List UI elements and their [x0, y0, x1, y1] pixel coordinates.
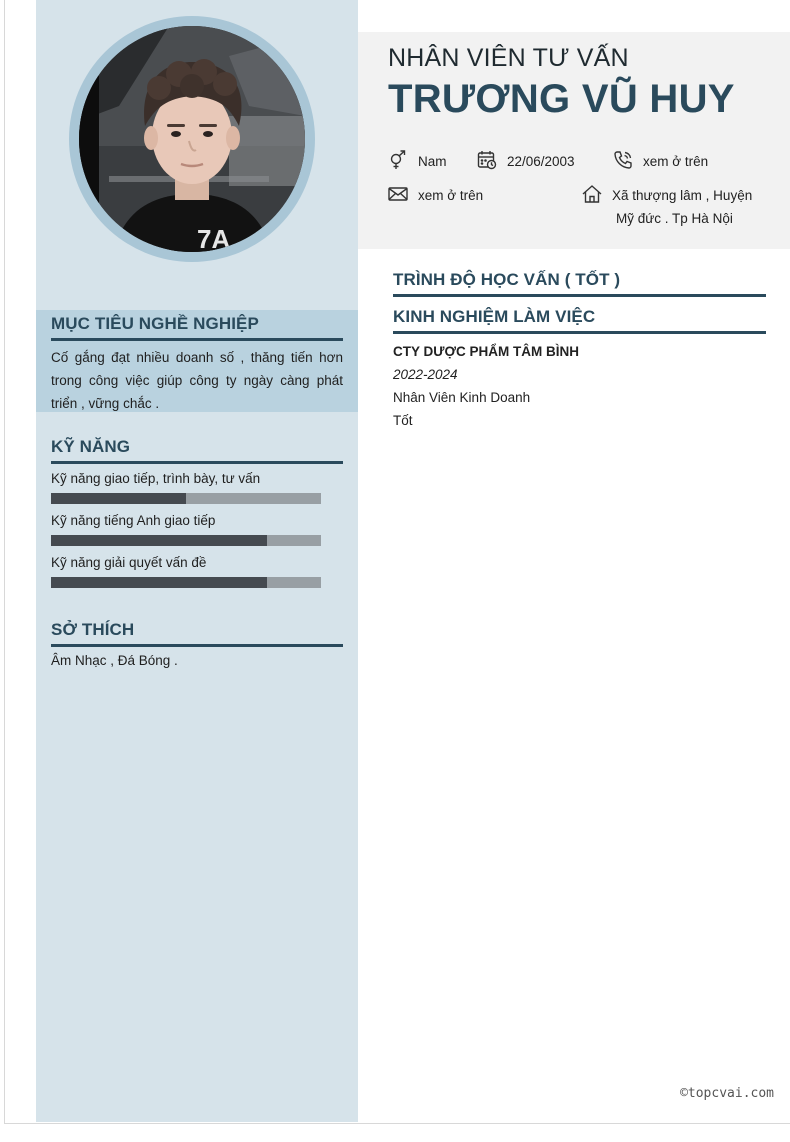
skill-bar-fill — [51, 577, 267, 588]
hobbies-title: SỞ THÍCH — [51, 620, 343, 647]
skill-bar — [51, 577, 321, 588]
job-title: NHÂN VIÊN TƯ VẤN — [388, 44, 629, 72]
address-line1: Xã thượng lâm , Huyện — [612, 188, 753, 203]
contact-dob — [477, 150, 575, 173]
email-value: xem ở trên — [418, 188, 484, 203]
objective-title: MỤC TIÊU NGHỀ NGHIỆP — [51, 314, 343, 341]
sidebar — [36, 0, 358, 1122]
home-icon — [582, 184, 602, 204]
skill-bar-fill — [51, 535, 267, 546]
skill-bar — [51, 535, 321, 546]
skill-label: Kỹ năng giải quyết vấn đề — [51, 555, 207, 570]
skill-bar — [51, 493, 321, 504]
work-period: 2022-2024 — [393, 367, 458, 382]
contact-gender — [388, 150, 447, 173]
avatar-photo — [79, 26, 305, 252]
cv-page — [4, 0, 790, 1124]
skill-label: Kỹ năng giao tiếp, trình bày, tư vấn — [51, 471, 261, 486]
contact-email — [388, 184, 483, 207]
address-value — [612, 184, 752, 230]
contact-address — [582, 184, 752, 230]
hobbies-section — [51, 620, 343, 668]
job-role: Nhân Viên Kinh Doanh — [393, 390, 531, 405]
company-name: CTY DƯỢC PHẨM TÂM BÌNH — [393, 344, 579, 359]
experience-title: KINH NGHIỆM LÀM VIỆC — [393, 307, 766, 334]
phone-icon — [613, 150, 633, 170]
watermark: ©topcvai.com — [680, 1086, 774, 1101]
contact-phone — [613, 150, 708, 173]
avatar — [79, 26, 305, 252]
dob-value: 22/06/2003 — [507, 154, 575, 169]
mail-icon — [388, 184, 408, 204]
objective-section — [36, 310, 358, 412]
skill-item — [51, 512, 343, 546]
phone-value: xem ở trên — [643, 154, 709, 169]
skill-item — [51, 470, 343, 504]
skills-title: KỸ NĂNG — [51, 437, 343, 464]
gender-icon — [388, 150, 408, 170]
candidate-name: TRƯƠNG VŨ HUY — [388, 77, 735, 121]
hobbies-text: Âm Nhạc , Đá Bóng . — [51, 653, 178, 668]
skills-section — [51, 437, 343, 588]
profile-header — [358, 32, 790, 249]
main-content — [393, 270, 766, 432]
job-description: Tốt — [393, 413, 413, 428]
skill-item — [51, 554, 343, 588]
skill-bar-fill — [51, 493, 186, 504]
gender-value: Nam — [418, 154, 447, 169]
calendar-icon — [477, 150, 497, 170]
education-title: TRÌNH ĐỘ HỌC VẤN ( TỐT ) — [393, 270, 766, 297]
skill-label: Kỹ năng tiếng Anh giao tiếp — [51, 513, 216, 528]
objective-text: Cố gắng đạt nhiều doanh số , thăng tiến hơn trong công việc giúp công ty ngày càng phát triển , vững chắc . — [51, 350, 343, 411]
svg-text:7A: 7A — [197, 224, 231, 252]
address-line2: Mỹ đức . Tp Hà Nội — [616, 211, 733, 226]
avatar-frame — [69, 16, 315, 262]
